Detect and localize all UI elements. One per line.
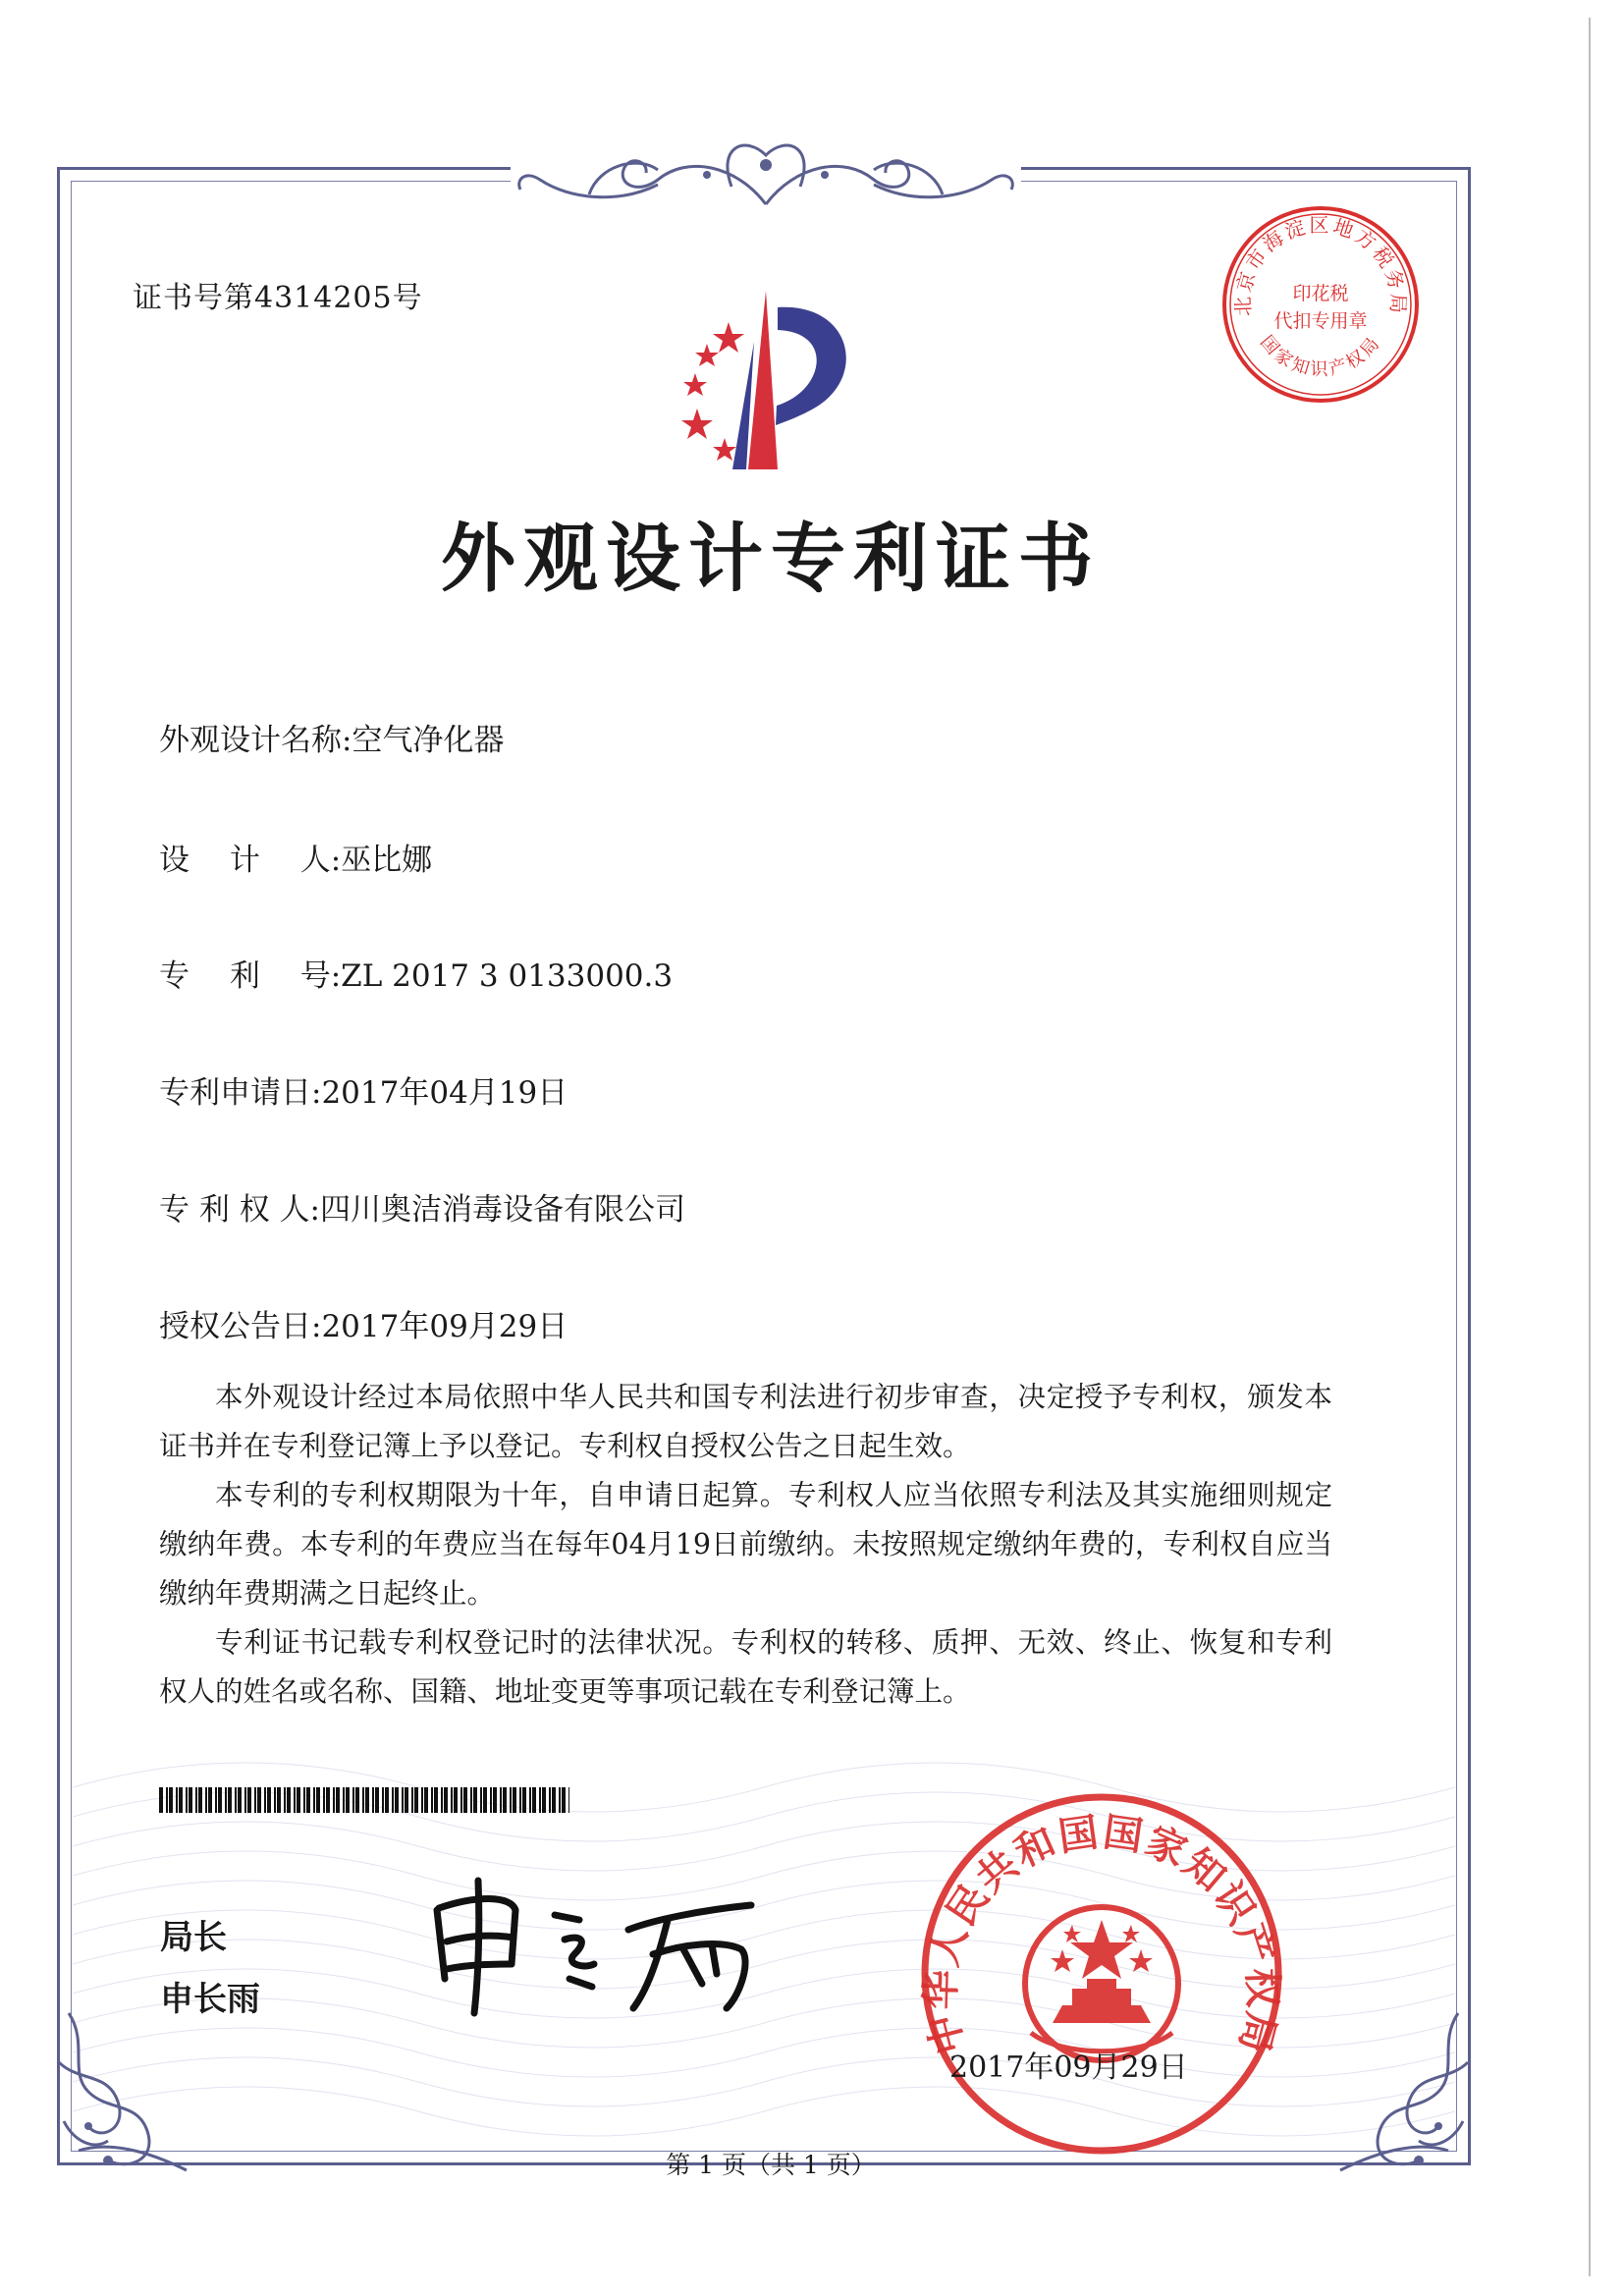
barcode-bar [532, 1787, 536, 1813]
barcode-bar [225, 1787, 227, 1813]
barcode-bar [480, 1787, 482, 1813]
director-title: 局长 [160, 1918, 227, 1957]
barcode-bar [247, 1787, 251, 1813]
barcode-bar [235, 1787, 237, 1813]
barcode-bar [346, 1787, 350, 1813]
barcode-bar [277, 1787, 281, 1813]
barcode-bar [257, 1787, 261, 1813]
barcode-bar [186, 1787, 188, 1813]
barcode-bar [297, 1787, 300, 1813]
barcode-bar [562, 1787, 566, 1813]
barcode-bar [362, 1787, 364, 1813]
barcode-bar [176, 1787, 178, 1813]
barcode-bar [316, 1787, 320, 1813]
barcode-bar [552, 1787, 556, 1813]
barcode-bar [166, 1787, 168, 1813]
barcode-bar [333, 1787, 335, 1813]
body-paragraph: 本外观设计经过本局依照中华人民共和国专利法进行初步审查，决定授予专利权，颁发本证书并在专利登记簿上予以登记。专利权自授权公告之日起生效。 [159, 1381, 1332, 1462]
barcode-bar [444, 1787, 448, 1813]
field-label: 专利申请日: [159, 1075, 322, 1111]
barcode-bar [189, 1787, 192, 1813]
barcode-bar [375, 1787, 379, 1813]
field-application-date [159, 1067, 568, 1112]
barcode-bar [559, 1787, 561, 1813]
barcode-bar [218, 1787, 222, 1813]
field-label: 专 利 权 人: [159, 1192, 321, 1228]
field-value: 巫比娜 [341, 843, 433, 878]
barcode-bar [451, 1787, 453, 1813]
cnipa-logo [638, 283, 893, 479]
barcode-bar [205, 1787, 207, 1813]
seal-date: 2017年09月29日 [949, 2050, 1188, 2085]
barcode-bar [274, 1787, 276, 1813]
barcode-bar [421, 1787, 423, 1813]
barcode-bar [542, 1787, 546, 1813]
barcode-bar [372, 1787, 374, 1813]
tax-bureau-seal [1217, 201, 1424, 408]
certificate-body-text [159, 1373, 1332, 1717]
barcode-bar [179, 1787, 183, 1813]
barcode-bar [254, 1787, 256, 1813]
barcode-bar [267, 1787, 271, 1813]
field-patentee [159, 1184, 685, 1229]
barcode-bar [392, 1787, 394, 1813]
barcode-bar [519, 1787, 521, 1813]
barcode-bar [470, 1787, 472, 1813]
barcode-bar [454, 1787, 458, 1813]
barcode-bar [385, 1787, 389, 1813]
barcode-bar [500, 1787, 502, 1813]
certificate-number: 证书号第4314205号 [133, 281, 423, 315]
barcode-bar [503, 1787, 507, 1813]
barcode-bar [522, 1787, 526, 1813]
barcode-bar [303, 1787, 305, 1813]
barcode-bar [326, 1787, 330, 1813]
barcode-bar [431, 1787, 433, 1813]
tax-seal-bottom-text: 国家知识产权局 [1256, 331, 1385, 381]
barcode-bar [352, 1787, 354, 1813]
barcode-bar [402, 1787, 404, 1813]
barcode-bar [411, 1787, 413, 1813]
barcode-bar [355, 1787, 359, 1813]
barcode-bar [208, 1787, 212, 1813]
page-number: 第 1 页（共 1 页） [666, 2151, 876, 2179]
barcode-bar [460, 1787, 462, 1813]
body-paragraph: 专利证书记载专利权登记时的法律状况。专利权的转移、质押、无效、终止、恢复和专利权人的姓名或名称、国籍、地址变更等事项记载在专利登记簿上。 [159, 1626, 1332, 1708]
barcode-bar [159, 1787, 163, 1813]
barcode-bar [473, 1787, 477, 1813]
barcode-bar [483, 1787, 487, 1813]
field-label: 设 计 人: [159, 843, 342, 878]
barcode-bar [414, 1787, 418, 1813]
barcode-bar [287, 1787, 291, 1813]
field-grant-date [159, 1301, 568, 1345]
barcode-bar [238, 1787, 242, 1813]
barcode-bar [529, 1787, 531, 1813]
barcode-bar [424, 1787, 428, 1813]
barcode-bar [441, 1787, 443, 1813]
barcode-bar [313, 1787, 315, 1813]
barcode-bar [323, 1787, 325, 1813]
barcode-bar [539, 1787, 541, 1813]
field-label: 授权公告日: [159, 1309, 322, 1344]
scan-edge-line [1589, 18, 1591, 2276]
barcode-bar [513, 1787, 516, 1813]
top-ornament [511, 126, 1021, 219]
national-seal-arc-text: 中华人民共和国国家知识产权局 [918, 1809, 1285, 2059]
barcode-bar [284, 1787, 286, 1813]
field-value: 2017年09月29日 [321, 1309, 568, 1344]
barcode-bar [510, 1787, 512, 1813]
field-patent-number [159, 951, 673, 995]
director-signature [417, 1871, 771, 2018]
field-value: 空气净化器 [352, 723, 505, 758]
tax-seal-line1: 印花税 [1292, 283, 1349, 304]
barcode-bar [568, 1787, 569, 1813]
barcode-bar [195, 1787, 197, 1813]
field-value: ZL 2017 3 0133000.3 [341, 958, 674, 994]
national-emblem-icon [1025, 1907, 1178, 2060]
field-value: 2017年04月19日 [321, 1075, 568, 1111]
barcode-bar [228, 1787, 232, 1813]
field-label: 外观设计名称: [159, 723, 352, 758]
barcode-bar [264, 1787, 266, 1813]
field-value: 四川奥洁消毒设备有限公司 [320, 1192, 686, 1228]
director-name: 申长雨 [160, 1980, 260, 2019]
tax-seal-line2: 代扣专用章 [1273, 310, 1368, 332]
barcode-bar [306, 1787, 310, 1813]
barcode-bar [169, 1787, 173, 1813]
barcode-bar [343, 1787, 345, 1813]
national-ip-seal [915, 1787, 1288, 2160]
barcode-bar [294, 1787, 296, 1813]
barcode-bar [198, 1787, 202, 1813]
barcode-bar [336, 1787, 340, 1813]
body-paragraph: 本专利的专利权期限为十年，自申请日起算。专利权人应当依照专利法及其实施细则规定缴纳年费。本专利的年费应当在每年04月19日前缴纳。未按照规定缴纳年费的，专利权自应当缴纳年费期满之日起终止。 [159, 1479, 1332, 1610]
tax-seal-arc-text: 北京市海淀区地方税务局 [1230, 213, 1411, 317]
field-design-name [159, 715, 504, 759]
barcode [159, 1787, 569, 1813]
certificate-title: 外观设计专利证书 [441, 515, 1101, 602]
barcode-bar [244, 1787, 246, 1813]
barcode-bar [405, 1787, 408, 1813]
field-designer [159, 835, 432, 879]
field-label: 专 利 号: [159, 958, 342, 994]
barcode-bar [395, 1787, 399, 1813]
barcode-bar [434, 1787, 438, 1813]
barcode-bar [490, 1787, 492, 1813]
barcode-bar [382, 1787, 384, 1813]
barcode-bar [549, 1787, 551, 1813]
barcode-bar [215, 1787, 217, 1813]
barcode-bar [493, 1787, 497, 1813]
barcode-bar [365, 1787, 369, 1813]
barcode-bar [463, 1787, 467, 1813]
svg-text:国家知识产权局 [1256, 332, 1385, 380]
